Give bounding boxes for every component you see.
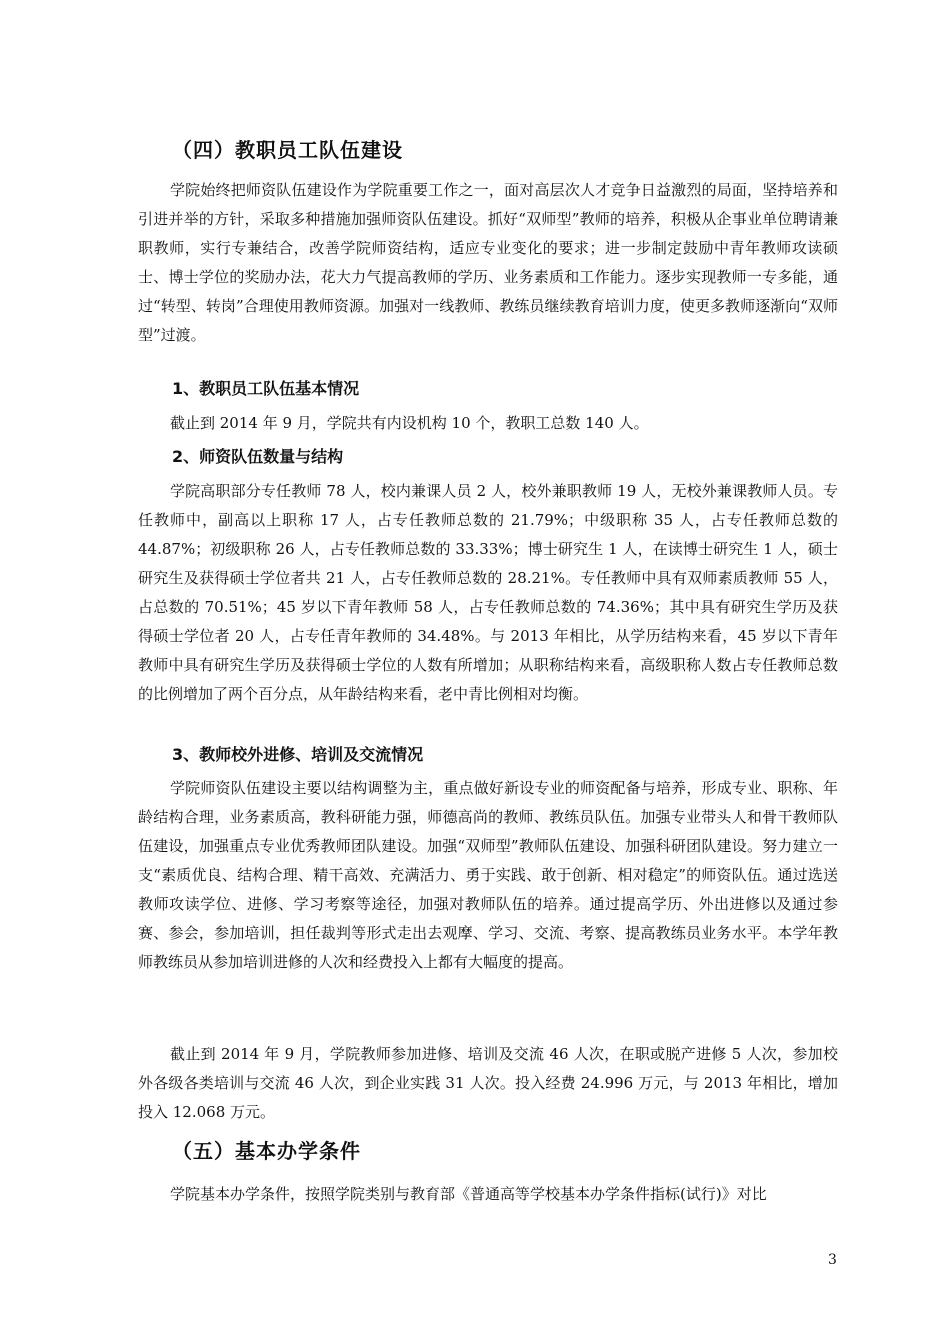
paragraph-basic-situation: 截止到 2014 年 9 月，学院共有内设机构 10 个，教职工总数 140 人。 bbox=[170, 414, 649, 432]
paragraph-staff-structure: 学院高职部分专任教师 78 人，校内兼课人员 2 人，校外兼职教师 19 人，无校外兼课教师人员。专任教师中，副高以上职称 17 人，占专任教师总数的 21.79%；中级职称 35 人，占专任教师总数的 44.87%；初级职称 26 人，占专任教师总数的 33.33%；博士研究生 1 人，在读博士研究生 1 人，硕士研究生及获得硕士学位者共 21 人，占专任教师总数的 28.21%。专任教师中具有双师素质教师 55 人，占总数的 70.51%；45 岁以下青年教师 58 人，占专任教师总数的 74.36%；其中具有研究生学历及获得硕士学位者 20 人，占专任青年教师的 34.48%。与 2013 年相比，从学历结构来看，45 岁以下青年教师中具有研究生学历及获得硕士学位的人数有所增加；从职称结构来看，高级职称人数占专任教师总数的比例增加了两个百分点，从年龄结构来看，老中青比例相对均衡。 bbox=[138, 482, 838, 703]
section-heading-conditions: （五）基本办学条件 bbox=[172, 1139, 361, 1163]
paragraph-intro: 学院始终把师资队伍建设作为学院重要工作之一，面对高层次人才竞争日益激烈的局面，坚持培养和引进并举的方针，采取多种措施加强师资队伍建设。抓好“双师型”教师的培养，积极从企事业单位聘请兼职教师，实行专兼结合，改善学院师资结构，适应专业变化的要求；进一步制定鼓励中青年教师攻读硕士、博士学位的奖励办法，花大力气提高教师的学历、业务素质和工作能力。逐步实现教师一专多能，通过“转型、转岗”合理使用教师资源。加强对一线教师、教练员继续教育培训力度，使更多教师逐渐向“双师型”过渡。 bbox=[138, 181, 838, 344]
paragraph-training-statistics: 截止到 2014 年 9 月，学院教师参加进修、培训及交流 46 人次，在职或脱产进修 5 人次，参加校外各级各类培训与交流 46 人次，到企业实践 31 人次。投入经费 24.996 万元，与 2013 年相比，增加投入 12.068 万元。 bbox=[138, 1045, 838, 1121]
paragraph-training-exchange: 学院师资队伍建设主要以结构调整为主，重点做好新设专业的师资配备与培养，形成专业、职称、年龄结构合理，业务素质高，教科研能力强，师德高尚的教师、教练员队伍。加强专业带头人和骨干教师队伍建设，加强重点专业优秀教师团队建设。加强“双师型”教师队伍建设、加强科研团队建设。努力建立一支“素质优良、结构合理、精干高效、充满活力、勇于实践、敢于创新、相对稳定”的师资队伍。通过选送教师攻读学位、进修、学习考察等途径，加强对教师队伍的培养。通过提高学历、外出进修以及通过参赛、参会，参加培训，担任裁判等形式走出去观摩、学习、交流、考察、提高教练员业务水平。本学年教师教练员从参加培训进修的人次和经费投入上都有大幅度的提高。 bbox=[138, 779, 838, 971]
page-number: 3 bbox=[828, 1252, 837, 1268]
subheading-staff-structure: 2、师资队伍数量与结构 bbox=[172, 447, 344, 466]
section-heading-staff: （四）教职员工队伍建设 bbox=[172, 138, 403, 162]
subheading-basic-situation: 1、教职员工队伍基本情况 bbox=[172, 379, 360, 398]
subheading-training-exchange: 3、教师校外进修、培训及交流情况 bbox=[172, 745, 424, 764]
paragraph-conditions: 学院基本办学条件，按照学院类别与教育部《普通高等学校基本办学条件指标(试行)》对比 bbox=[170, 1185, 767, 1203]
